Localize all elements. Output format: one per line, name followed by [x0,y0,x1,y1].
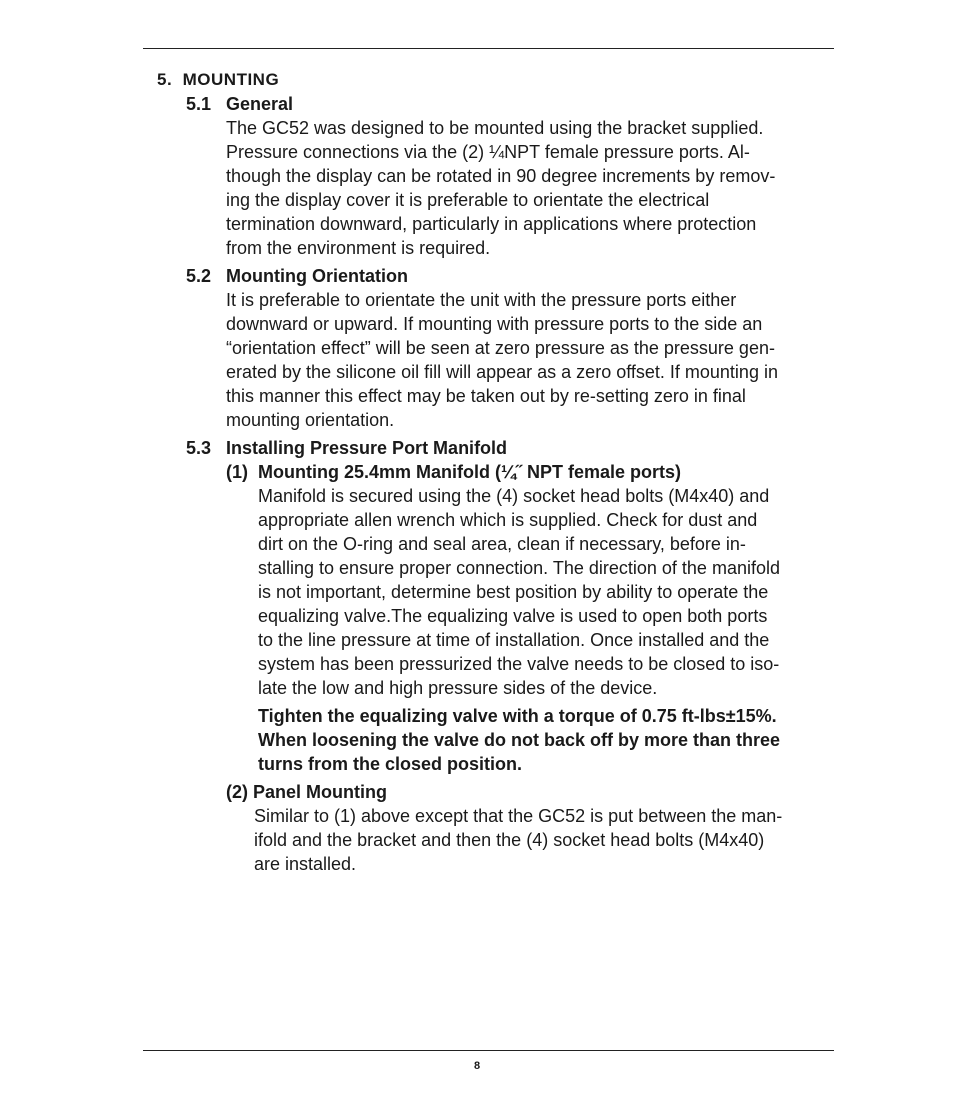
paragraph-line: The GC52 was designed to be mounted using the bracket supplied. [226,118,764,138]
subsection-heading-5-3: 5.3 Installing Pressure Port Manifold [186,438,508,458]
section-number: 5. [157,70,173,89]
item-body-2 [254,804,782,876]
paragraph-line: stalling to ensure proper connection. The direction of the manifold [258,558,780,578]
warning-line: Tighten the equalizing valve with a torque of 0.75 ft-lbs±15%. [258,706,777,726]
paragraph-line: equalizing valve.The equalizing valve is used to open both ports [258,606,768,626]
paragraph-line: late the low and high pressure sides of the device. [258,678,658,698]
paragraph-line: It is preferable to orientate the unit with the pressure ports either [226,290,737,310]
paragraph-line: system has been pressurized the valve needs to be closed to iso- [258,654,780,674]
page-number: 8 [473,1060,481,1072]
item-heading-1: (1) Mounting 25.4mm Manifold (¼˝ NPT female ports) [226,462,682,482]
footer-rule [143,1050,834,1051]
subsection-heading-5-2: 5.2 Mounting Orientation [186,266,408,286]
paragraph-line: termination downward, particularly in applications where protection [226,214,757,234]
paragraph-line: Pressure connections via the (2) ¼NPT female pressure ports. Al- [226,142,750,162]
header-rule [143,48,834,49]
section-heading [157,68,279,92]
paragraph-line: though the display can be rotated in 90 degree increments by remov- [226,166,776,186]
paragraph-line: dirt on the O-ring and seal area, clean if necessary, before in- [258,534,746,554]
paragraph-line: mounting orientation. [226,410,395,430]
paragraph-line: from the environment is required. [226,238,491,258]
paragraph-line: to the line pressure at time of installation. Once installed and the [258,630,770,650]
warning-line: turns from the closed position. [258,754,523,774]
paragraph-line: are installed. [254,854,357,874]
item-heading-2: (2) Panel Mounting [226,782,387,802]
paragraph-line: appropriate allen wrench which is supplied. Check for dust and [258,510,758,530]
subsection-body-5-1 [226,116,775,260]
paragraph-line: downward or upward. If mounting with pressure ports to the side an [226,314,763,334]
item-body-1 [258,484,780,700]
subsection-heading-5-1: 5.1 General [186,94,294,114]
paragraph-line: ing the display cover it is preferable to orientate the electrical [226,190,710,210]
paragraph-line: ifold and the bracket and then the (4) socket head bolts (M4x40) [254,830,765,850]
paragraph-line: Similar to (1) above except that the GC52 is put between the man- [254,806,783,826]
paragraph-line: is not important, determine best position by ability to operate the [258,582,769,602]
warning-line: When loosening the valve do not back off by more than three [258,730,781,750]
torque-warning [258,704,780,776]
paragraph-line: this manner this effect may be taken out by re-setting zero in final [226,386,746,406]
section-title: MOUNTING [182,70,280,89]
paragraph-line: “orientation effect” will be seen at zero pressure as the pressure gen- [226,338,775,358]
paragraph-line: erated by the silicone oil fill will appear as a zero offset. If mounting in [226,362,778,382]
subsection-body-5-2 [226,288,778,432]
paragraph-line: Manifold is secured using the (4) socket head bolts (M4x40) and [258,486,770,506]
